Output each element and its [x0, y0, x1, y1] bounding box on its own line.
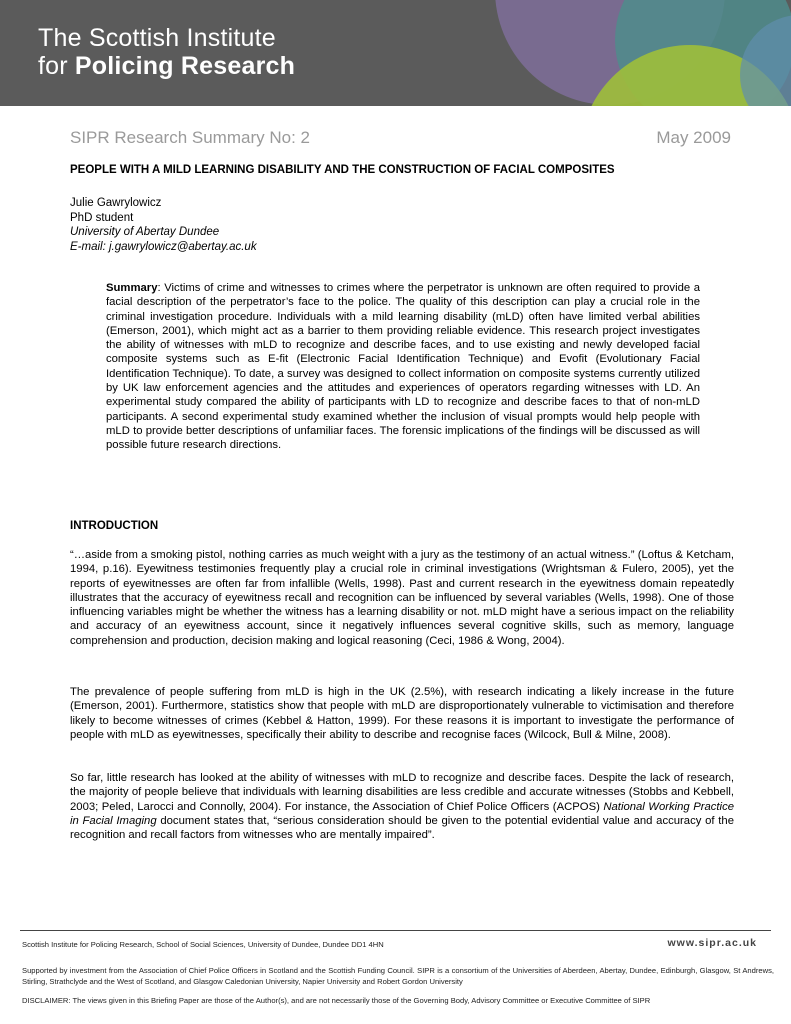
intro-paragraph-2: The prevalence of people suffering from mLD is high in the UK (2.5%), with research indicating a likely increase in the future (Emerson, 2001). Furthermore, statistics show that people with mLD are disproportionately vulnerable to victimisation and therefore likely to become witnesses of crimes (Kebbel & Hatton, 1999). For these reasons it is important to investigate the performance of people with mLD as eyewitnesses, specifically their ability to describe and recognise faces (Wilcock, Bull & Milne, 2008). [70, 686, 734, 741]
footer-disclaimer: DISCLAIMER: The views given in this Briefing Paper are those of the Author(s), and are not necessarily those of the Governing Body, Advisory Committee or Executive Committee of SIPR [22, 996, 651, 1005]
footer-support: Supported by investment from the Association of Chief Police Officers in Scotland and the Scottish Funding Council. SIPR is a consortium of the Universities of Aberdeen, Abertay, Dundee, Edinburgh, Glasgow, St Andrews, Stirling, Strathclyde and the West of Scotland, and Glasgow Caledonian University, Napier University and Robert Gordon University [22, 966, 774, 986]
summary-paragraph [106, 281, 700, 453]
intro-paragraph-3: So far, little research has looked at the ability of witnesses with mLD to recognize and describe faces. Despite the lack of research, the majority of people believe that individuals with learning disabilities are less credible and accurate witnesses (Stobbs and Kebbell, 2003; Peled, Larocci and Connolly, 2004). For instance, the Association of Chief Police Officers (ACPOS) National Working Practice in Facial Imaging document states that, “serious consideration should be given to the potential evidential value and accuracy of the recognition and recall factors from witnesses who are mentally impaired”. [70, 772, 734, 842]
author-role: PhD student [70, 211, 134, 224]
footer-address: Scottish Institute for Policing Research, School of Social Sciences, University of Dundee, Dundee DD1 4HN [22, 940, 384, 949]
brand-line-2: for Policing Research [38, 52, 296, 80]
document-title: PEOPLE WITH A MILD LEARNING DISABILITY AND THE CONSTRUCTION OF FACIAL COMPOSITES [70, 164, 615, 176]
intro-paragraph-1: “…aside from a smoking pistol, nothing carries as much weight with a jury as the testimony of an actual witness.” (Loftus & Ketcham, 1994, p.16). Eyewitness testimonies frequently play a crucial role in criminal investigations (Wrightsman & Fulero, 2005), yet the reports of eyewitnesses are often far from infallible (Wells, 1998). Past and current research in the eyewitness domain repeatedly illustrates that the accuracy of eyewitness recall and recognition can be influenced by several variables (Wells, 1998). One of those influencing variables might be whether the witness has a learning disability or not. mLD might have a serious impact on the reliability and accuracy of an eyewitness account, since it negatively influences several cognitive skills, such as memory, language comprehension and production, decision making and logical reasoning (Ceci, 1986 & Wong, 2004). [70, 549, 734, 647]
author-email[interactable]: E-mail: j.gawrylowicz@abertay.ac.uk [70, 240, 257, 253]
summary-number: SIPR Research Summary No: 2 [70, 128, 310, 147]
document-title-italic: National Working Practice in Facial Imaging [70, 800, 734, 827]
brand-line-1: The Scottish Institute [38, 24, 276, 52]
author-institution: University of Abertay Dundee [70, 226, 220, 238]
summary-lead: Summary [106, 282, 158, 294]
brand-bold: Policing Research [74, 52, 296, 80]
author-block [70, 196, 257, 254]
footer-url[interactable]: www.sipr.ac.uk [667, 937, 757, 949]
publication-date: May 2009 [656, 128, 731, 147]
author-name: Julie Gawrylowicz [70, 197, 162, 209]
header-banner [0, 0, 791, 106]
footer-divider [20, 930, 771, 931]
introduction-heading: INTRODUCTION [70, 520, 159, 532]
summary-text: : Victims of crime and witnesses to crimes where the perpetrator is unknown are often required to provide a facial description of the perpetrator’s face to the police. The quality of this description can play a crucial role in the criminal investigation procedure. Individuals with a mild learning disability (mLD) often have limited verbal abilities (Emerson, 2001), which might act as a barrier to them providing reliable evidence. This research project investigates the ability of witnesses with mLD to recognize and describe faces, and to use existing and newly developed facial composite systems such as E-fit (Electronic Facial Identification Technique) and Evofit (Evolutionary Facial Identification Technique). To date, a survey was designed to collect information on composite systems currently utilized by UK law enforcement agencies and the attitudes and experiences of operators regarding witnesses with LD. An experimental study compared the ability of participants with LD to recognize and describe faces to that of non-mLD participants. A second experimental study examined whether the inclusion of visual prompts would help people with mLD to provide better descriptions of unfamiliar faces. The forensic implications of the findings will be discussed as will possible future research directions. [106, 282, 700, 452]
